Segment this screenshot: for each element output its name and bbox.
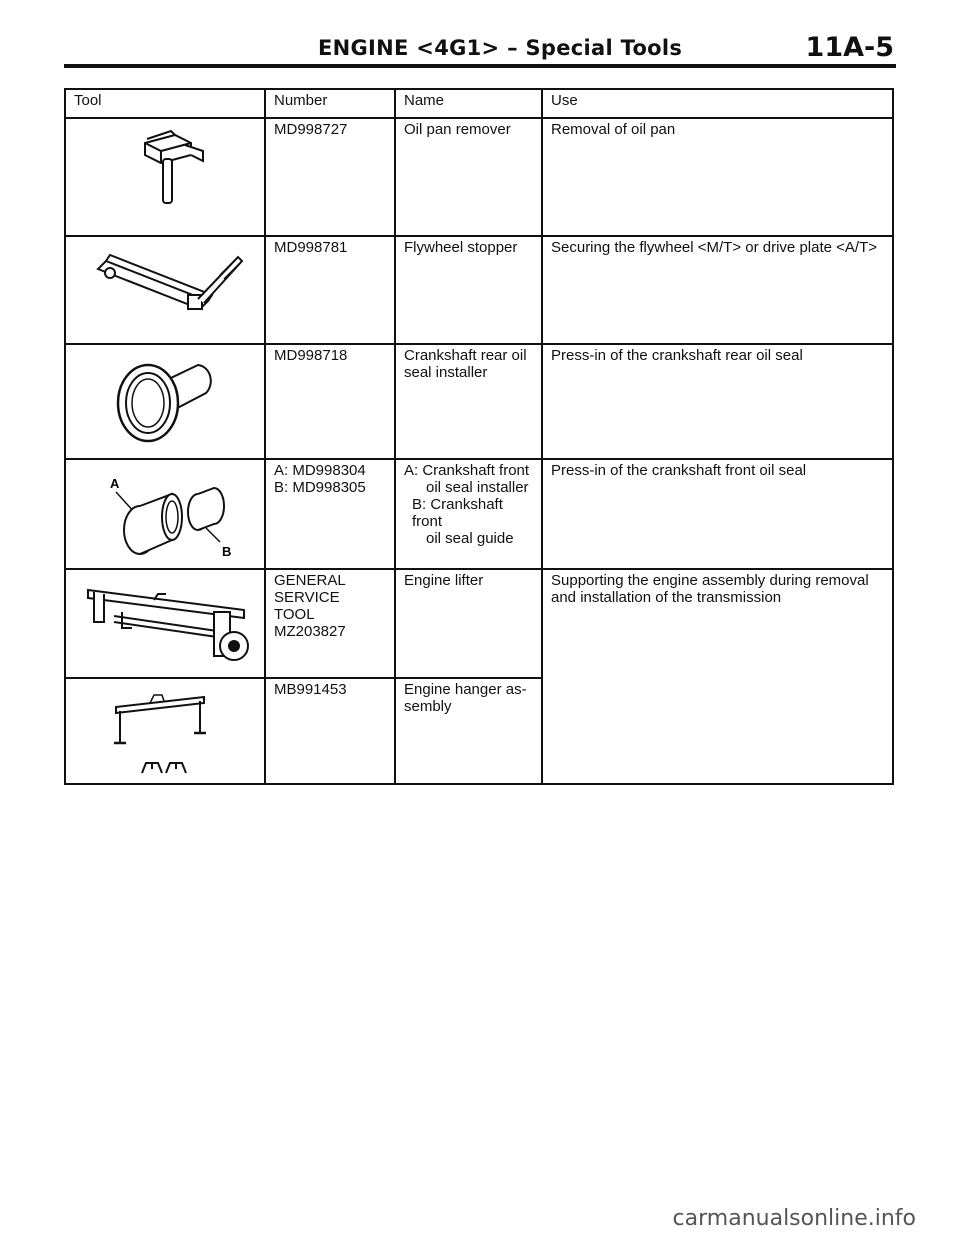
table-row xyxy=(65,344,893,459)
tool-name: Engine lifter xyxy=(404,572,484,589)
number-cell xyxy=(265,678,395,784)
tool-image-cell xyxy=(65,678,265,784)
tool-image-cell xyxy=(65,569,265,678)
use-cell: Press-in of the crankshaft rear oil seal xyxy=(542,344,893,459)
flywheel-stopper-illustration xyxy=(80,239,250,329)
tool-name: oil seal guide xyxy=(426,530,514,547)
name-cell xyxy=(395,678,542,784)
table-header-row xyxy=(65,89,893,118)
use-cell: Removal of oil pan xyxy=(542,118,893,236)
engine-lifter-illustration xyxy=(74,572,264,672)
use-cell: Press-in of the crankshaft front oil seal xyxy=(542,459,893,569)
name-cell xyxy=(395,236,542,344)
tool-image-cell xyxy=(65,118,265,236)
tool-number: MD998718 xyxy=(274,347,348,364)
column-header-name: Name xyxy=(395,89,542,118)
rear-oil-seal-installer-illustration xyxy=(100,347,230,447)
column-header-number: Number xyxy=(265,89,395,118)
engine-hanger-assembly-illustration xyxy=(90,681,240,781)
tool-name: oil seal installer xyxy=(426,479,529,496)
number-cell xyxy=(265,344,395,459)
label-b: B xyxy=(222,544,232,559)
tool-name: Oil pan remover xyxy=(404,121,511,138)
tool-name: A: Crankshaft front xyxy=(404,462,530,479)
table-row xyxy=(65,459,893,569)
tool-name: B: Crankshaft front xyxy=(412,496,503,530)
name-cell xyxy=(395,569,542,678)
tool-number: MB991453 xyxy=(274,681,347,698)
table-row xyxy=(65,236,893,344)
label-a: A xyxy=(110,476,120,491)
number-cell xyxy=(265,118,395,236)
watermark: carmanualsonline.info xyxy=(672,1206,916,1231)
name-cell xyxy=(395,459,542,569)
page-number: 11A-5 xyxy=(805,32,894,63)
table-row xyxy=(65,569,893,678)
number-cell xyxy=(265,459,395,569)
tool-name: sembly xyxy=(404,698,452,715)
tool-number: B: MD998305 xyxy=(274,479,366,496)
tool-number: MD998727 xyxy=(274,121,348,138)
header-rule xyxy=(64,64,896,68)
name-cell xyxy=(395,344,542,459)
tool-image-cell xyxy=(65,236,265,344)
front-oil-seal-installer-guide-illustration xyxy=(80,462,250,562)
tool-name: Engine hanger as- xyxy=(404,681,527,698)
tool-number: SERVICE xyxy=(274,589,340,606)
tool-number: GENERAL xyxy=(274,572,346,589)
tool-number: A: MD998304 xyxy=(274,462,366,479)
tool-number: MZ203827 xyxy=(274,623,346,640)
tool-number: TOOL xyxy=(274,606,315,623)
use-cell: Securing the flywheel <M/T> or drive plate <A/T> xyxy=(542,236,893,344)
number-cell xyxy=(265,236,395,344)
page-title: ENGINE <4G1> – Special Tools xyxy=(318,36,683,60)
tool-name: Crankshaft rear oil seal installer xyxy=(404,347,527,381)
column-header-tool: Tool xyxy=(65,89,265,118)
column-header-use: Use xyxy=(542,89,893,118)
tool-number: MD998781 xyxy=(274,239,348,256)
tool-image-cell xyxy=(65,344,265,459)
special-tools-table xyxy=(64,88,894,785)
tool-image-cell xyxy=(65,459,265,569)
tool-name: Flywheel stopper xyxy=(404,239,518,256)
name-cell xyxy=(395,118,542,236)
number-cell xyxy=(265,569,395,678)
oil-pan-remover-illustration xyxy=(105,121,225,211)
use-cell: Supporting the engine assembly during removal and installation of the transmission xyxy=(542,569,893,784)
table-row xyxy=(65,118,893,236)
